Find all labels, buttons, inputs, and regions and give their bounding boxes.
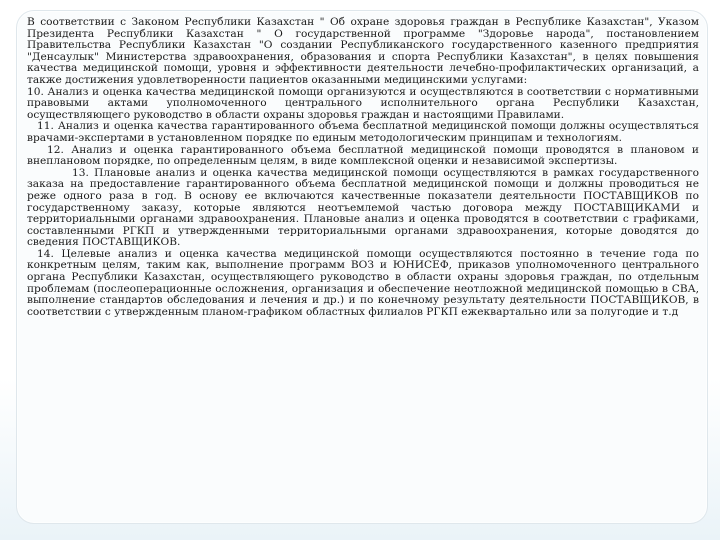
paragraph-12: 12. Анализ и оценка гарантированного объема бесплатной медицинской помощи проводятся в плановом и внеплановом порядке, по определенным целям, в виде комплексной оценки и независимой экспертизы. — [27, 143, 699, 168]
document-body — [27, 17, 699, 318]
paragraph-14: 14. Целевые анализ и оценка качества медицинской помощи осуществляются постоянно в течение года по конкретным целям, таким как, выполнение программ ВОЗ и ЮНИСЕФ, приказов уполномоченного центрального органа Республики Казахстан, осуществляющего руководство в области охраны здоровья граждан, по отдельным проблемам (послеоперационные осложнения, организация и обеспечение неотложной медицинской помощью в СВА, выполнение стандартов обследования и лечения и др.) и по конечному результату деятельности ПОСТАВЩИКОВ, в соответствии с утвержденным планом-графиком областных филиалов РГКП ежеквартально или за полугодие и т.д — [27, 247, 699, 318]
intro-paragraph: В соответствии с Законом Республики Казахстан " Об охране здоровья граждан в Республике Казахстан", Указом Президента Республики Казахстан " О государственной программе "Здоровье народа", постановлением Правительства Республики Казахстан "О создании Республиканского государственного казенного предприятия "Денсаулык" Министерства здравоохранения, образования и спорта Республики Казахстан", в целях повышения качества медицинской помощи, уровня и эффективности деятельности лечебно-профилактических организаций, а также достижения удовлетворенности пациентов оказанными медицинскими услугами: — [27, 16, 699, 86]
paragraph-13: 13. Плановые анализ и оценка качества медицинской помощи осуществляются в рамках государственного заказа на предоставление гарантированного объема бесплатной медицинской помощи и должны проводиться не реже одного раза в год. В основу ее включаются качественные показатели деятельности ПОСТАВЩИКОВ по государственному заказу, которые являются неотъемлемой частью договора между ПОСТАВЩИКАМИ и территориальными органами здравоохранения. Плановые анализ и оценка проводятся в соответствии с графиками, составленными РГКП и утвержденными территориальными органами здравоохранения, которые доводятся до сведения ПОСТАВЩИКОВ. — [27, 166, 699, 249]
paragraph-11: 11. Анализ и оценка качества гарантированного объема бесплатной медицинской помощи должны осуществляться врачами-экспертами в установленном порядке по единым методологическим принципам и технологиям. — [27, 120, 699, 144]
paragraph-10: 10. Анализ и оценка качества медицинской помощи организуются и осуществляются в соответствии с нормативными правовыми актами уполномоченного центрального исполнительного органа Республики Казахстан, осуществляющего руководство в области охраны здоровья граждан и настоящими Правилами. — [27, 85, 699, 121]
